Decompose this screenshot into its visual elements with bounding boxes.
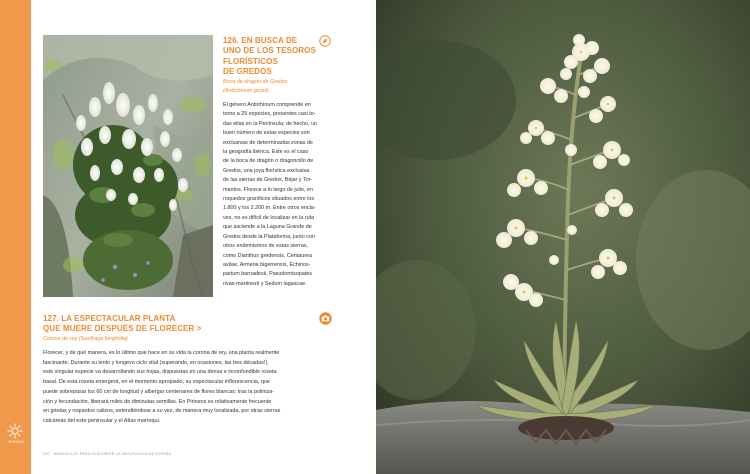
- entry-127-title: [43, 314, 323, 334]
- entry-127-subtitle: Corona de rey (Saxifraga longifolia): [43, 336, 128, 342]
- entry-126-title-line: DE GREDOS: [223, 67, 272, 77]
- body-line: en grietas y roquedos calizos, extendiéndose a su vez, de manera muy localizada, por otras sierras: [43, 408, 281, 415]
- season-tab: [0, 0, 31, 474]
- entry-126-title-line: UNO DE LOS TESOROS: [223, 46, 316, 56]
- body-line: mantos. Florece a lo largo de julio, en: [223, 186, 313, 193]
- compass-icon: [319, 35, 331, 47]
- entry-127-title-line: QUE MUERE DESPUÉS DE FLORECER >: [43, 324, 202, 333]
- body-line: exclusivas de determinadas zonas de: [223, 139, 313, 146]
- season-label: VERANO: [7, 440, 25, 444]
- body-line: calcáreas del este peninsular y el Atlas marroquí.: [43, 417, 161, 424]
- body-line: 1.800 y los 2.200 m. Entre otros encla-: [223, 205, 316, 212]
- camera-icon: [319, 312, 332, 325]
- body-line: das ellas en la Península; de hecho, un: [223, 120, 318, 127]
- entry-126-title: [223, 36, 323, 78]
- body-line: como Dianthus gredensis, Centaurea: [223, 252, 312, 259]
- body-line: Gredos, una joya florística exclusiva: [223, 167, 310, 174]
- body-line: otros endemismos de estas sierras,: [223, 243, 309, 250]
- body-line: avilae, Armeria bigerrensis, Echinos-: [223, 261, 311, 268]
- entry-126-body: [223, 101, 333, 289]
- body-line: de las sierras de Gredos, Béjar y Tor-: [223, 177, 313, 184]
- body-line: Florecer, y de qué manera, es lo último que hace en su vida la corona de rey, una planta realmente: [43, 350, 280, 356]
- sun-icon: [7, 423, 23, 439]
- body-line: partum barnadesii, Pseudomisopates: [223, 271, 312, 278]
- entry-126-subtitle-line: (Antirrhinum grosii): [223, 87, 269, 94]
- entry-126-subtitle: [223, 78, 333, 95]
- body-line: fascinante. Durante su lento y longevo ciclo vital (superando, en ocasiones, las tres décadas!),: [43, 359, 269, 366]
- entry-126-subtitle-line: Boca de dragón de Gredos: [223, 79, 288, 85]
- body-line: basal. De esta roseta emergerá, en el momento apropiado, su espectacular inflorescencia, que: [43, 379, 270, 386]
- entry-126-title-line: 126. EN BUSCA DE: [223, 36, 298, 45]
- saxifraga-photo: [376, 0, 750, 474]
- page-footer: 100 · MARAVILLAS PARA DESCUBRIR LA NATURALEZA DE ESPAÑA: [43, 452, 172, 456]
- entry-126-title-line: FLORÍSTICOS: [223, 56, 278, 66]
- body-line: roquedos graníticos situados entre los: [223, 196, 315, 203]
- body-line: torno a 25 especies, presentes casi to-: [223, 111, 316, 118]
- body-line: rivas-martinezii y Sedum lagascae.: [223, 280, 307, 287]
- body-line: que asciende a la Laguna Grande de: [223, 224, 312, 231]
- entry-127-body: [43, 349, 332, 427]
- snapdragon-photo: [43, 35, 213, 297]
- body-line: puede sobrepasar los 60 cm de longitud y albergar centenares de flores blancas; tras la poliniza-: [43, 388, 275, 395]
- body-line: El género Antirrhinum comprende en: [223, 102, 311, 108]
- body-line: de la boca de dragón o dragoncillo de: [223, 158, 314, 165]
- body-line: ción y fecundación, liberará miles de diminutas semillas. En Pirineos es relativamente frecuente: [43, 398, 272, 405]
- entry-127-title-line: 127. LA ESPECTACULAR PLANTA: [43, 314, 176, 323]
- body-line: Gredos desde la Plataforma, junto con: [223, 233, 315, 240]
- body-line: ves, no es difícil de localizar en la ruta: [223, 214, 315, 221]
- body-line: buen número de estas especies son: [223, 130, 310, 137]
- body-line: la geografía ibérica. Este es el caso: [223, 149, 309, 156]
- body-line: este singular especie va desarrollando sus hojas, dispuestas en una densa e inconfundible roseta: [43, 369, 277, 376]
